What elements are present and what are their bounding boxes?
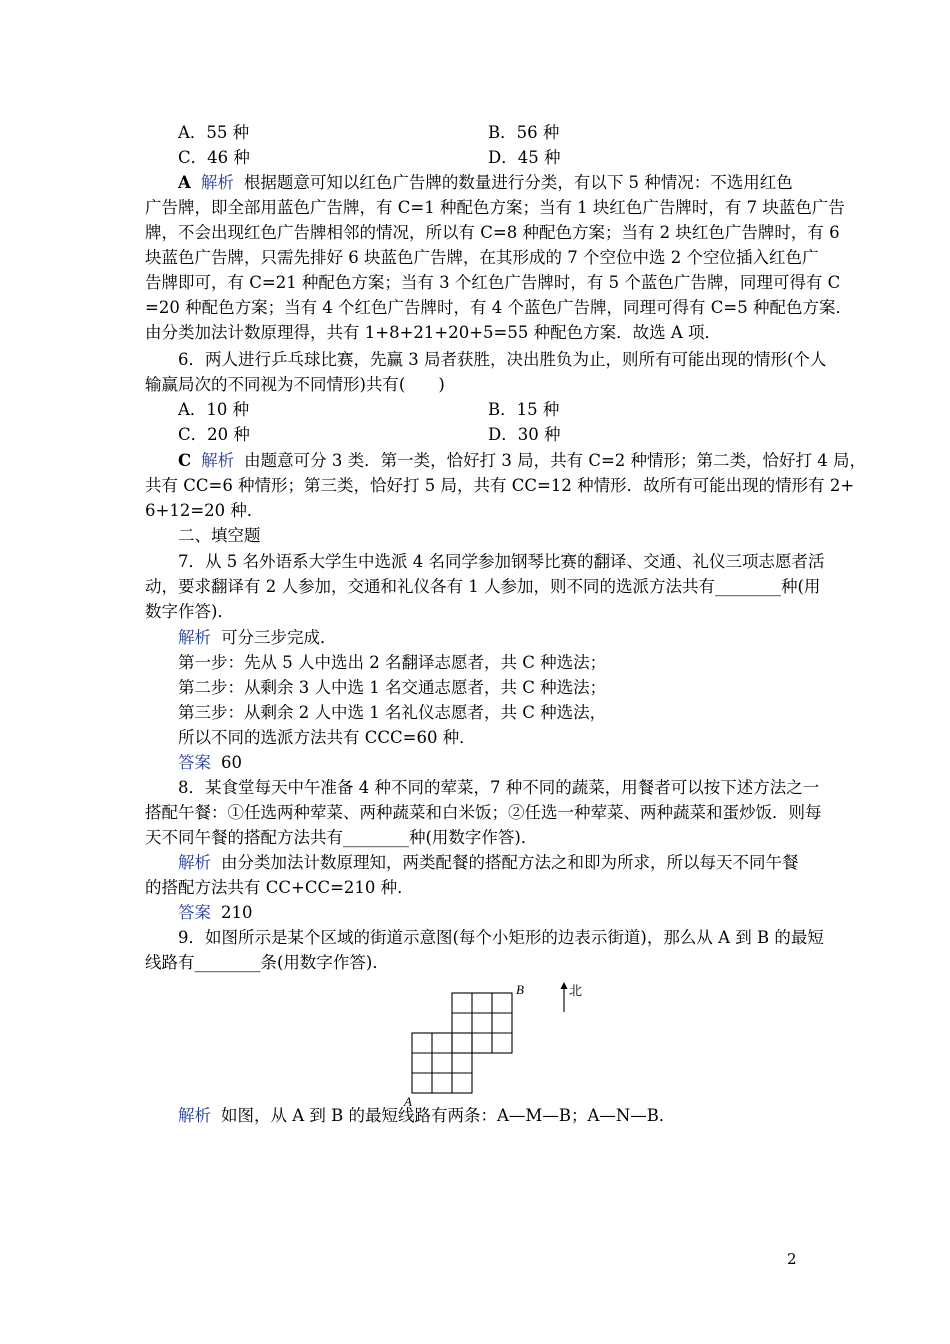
q7-conclusion: 所以不同的选派方法共有 CCC=60 种． xyxy=(178,728,476,747)
q5-solution-line xyxy=(178,173,793,193)
q8-stem: 天不同午餐的搭配方法共有________种(用数字作答)． xyxy=(145,828,538,847)
q7-answer-line xyxy=(178,753,242,773)
q6-option-c: C．20 种 xyxy=(178,425,250,444)
q6-option-a: A．10 种 xyxy=(178,400,250,419)
q5-solution-text: 牌，不会出现红色广告牌相邻的情况，所以有 C=8 种配色方案；当有 2 块红色广告牌时，有 6 xyxy=(145,223,840,242)
q5-option-b: B．56 种 xyxy=(488,123,560,142)
q7-step: 第二步：从剩余 3 人中选 1 名交通志愿者，共 C 种选法； xyxy=(178,678,607,697)
q9-solution-label: 解析 xyxy=(178,1106,211,1125)
q8-stem: 8．某食堂每天中午准备 4 种不同的荤菜，7 种不同的蔬菜，用餐者可以按下述方法之一 xyxy=(178,778,820,797)
q8-answer-line xyxy=(178,903,253,923)
q8-solution-line xyxy=(178,853,799,873)
q5-option-d: D．45 种 xyxy=(488,148,561,167)
q9-stem: 线路有________条(用数字作答)． xyxy=(145,953,389,972)
street-grid-lines xyxy=(412,993,512,1093)
q7-solution-intro: 可分三步完成． xyxy=(221,628,337,647)
q5-option-a: A．55 种 xyxy=(178,123,250,142)
section-title: 二、填空题 xyxy=(178,526,261,545)
q7-step: 第一步：先从 5 人中选出 2 名翻译志愿者，共 C 种选法； xyxy=(178,653,607,672)
q8-answer-label: 答案 xyxy=(178,903,211,922)
q6-solution-line xyxy=(178,451,866,471)
q7-answer: 60 xyxy=(221,753,242,772)
q8-answer: 210 xyxy=(221,903,253,922)
q5-answer-letter: A xyxy=(178,173,191,192)
q8-solution-text: 由分类加法计数原理知，两类配餐的搭配方法之和即为所求，所以每天不同午餐 xyxy=(221,853,799,872)
q6-stem: 6．两人进行乒乓球比赛，先赢 3 局者获胜，决出胜负为止，则所有可能出现的情形(个人 xyxy=(178,350,827,369)
q8-solution-label: 解析 xyxy=(178,853,211,872)
q7-solution-line xyxy=(178,628,337,648)
q6-option-d: D．30 种 xyxy=(488,425,561,444)
q8-stem: 搭配午餐：①任选两种荤菜、两种蔬菜和白米饭；②任选一种荤菜、两种蔬菜和蛋炒饭．则每 xyxy=(145,803,822,822)
q6-solution-text: 共有 CC=6 种情形；第三类，恰好打 5 局，共有 CC=12 种情形．故所有可能出现的情形有 2+ xyxy=(145,476,855,495)
q7-stem: 7．从 5 名外语系大学生中选派 4 名同学参加钢琴比赛的翻译、交通、礼仪三项志愿者活 xyxy=(178,552,825,571)
north-arrow-icon xyxy=(561,982,568,1012)
q6-option-b: B．15 种 xyxy=(488,400,560,419)
q7-answer-label: 答案 xyxy=(178,753,211,772)
point-a-label: A xyxy=(404,1094,412,1108)
q5-solution-label: 解析 xyxy=(200,173,234,192)
q6-stem: 输赢局次的不同视为不同情形)共有( ) xyxy=(145,375,445,394)
q5-solution-text: 由分类加法计数原理得，共有 1+8+21+20+5=55 种配色方案．故选 A 项． xyxy=(145,323,722,342)
q9-stem: 9．如图所示是某个区域的街道示意图(每个小矩形的边表示街道)，那么从 A 到 B 的最短 xyxy=(178,928,824,947)
q6-answer-letter: C xyxy=(178,451,192,470)
q7-solution-label: 解析 xyxy=(178,628,211,647)
q5-solution-text: 块蓝色广告牌，只需先排好 6 块蓝色广告牌，在其形成的 7 个空位中选 2 个空位插入红色广 xyxy=(145,248,819,267)
q8-solution-text: 的搭配方法共有 CC+CC=210 种． xyxy=(145,878,414,897)
q6-solution-label: 解析 xyxy=(201,451,235,470)
q9-solution-text: 如图，从 A 到 B 的最短线路有两条：A—M—B；A—N—B． xyxy=(221,1106,676,1125)
q6-solution-text: 6+12=20 种． xyxy=(145,501,264,520)
q7-step: 第三步：从剩余 2 人中选 1 名礼仪志愿者，共 C 种选法， xyxy=(178,703,607,722)
north-label: 北 xyxy=(569,984,583,999)
q9-solution-line xyxy=(178,1106,675,1126)
q5-solution-text: 告牌即可，有 C=21 种配色方案；当有 3 个红色广告牌时，有 5 个蓝色广告牌，同理可得有 C xyxy=(145,273,841,292)
q5-solution-text: =20 种配色方案；当有 4 个红色广告牌时，有 4 个蓝色广告牌，同理可得有 C=5 种配色方案． xyxy=(145,298,852,317)
q5-option-c: C．46 种 xyxy=(178,148,250,167)
q7-stem: 动，要求翻译有 2 人参加，交通和礼仪各有 1 人参加，则不同的选派方法共有________种(用 xyxy=(145,577,821,596)
q5-solution-text: 广告牌，即全部用蓝色广告牌，有 C=1 种配色方案；当有 1 块红色广告牌时，有 7 块蓝色广告 xyxy=(145,198,845,217)
street-grid-figure xyxy=(400,978,640,1108)
q6-solution-text: 由题意可分 3 类．第一类，恰好打 3 局，共有 C=2 种情形；第二类，恰好打 4 局， xyxy=(244,451,867,470)
point-b-label: B xyxy=(516,982,524,997)
q7-stem: 数字作答)． xyxy=(145,602,234,621)
page-number: 2 xyxy=(787,1250,797,1268)
q5-solution-text: 根据题意可知以红色广告牌的数量进行分类，有以下 5 种情况：不选用红色 xyxy=(243,173,793,192)
